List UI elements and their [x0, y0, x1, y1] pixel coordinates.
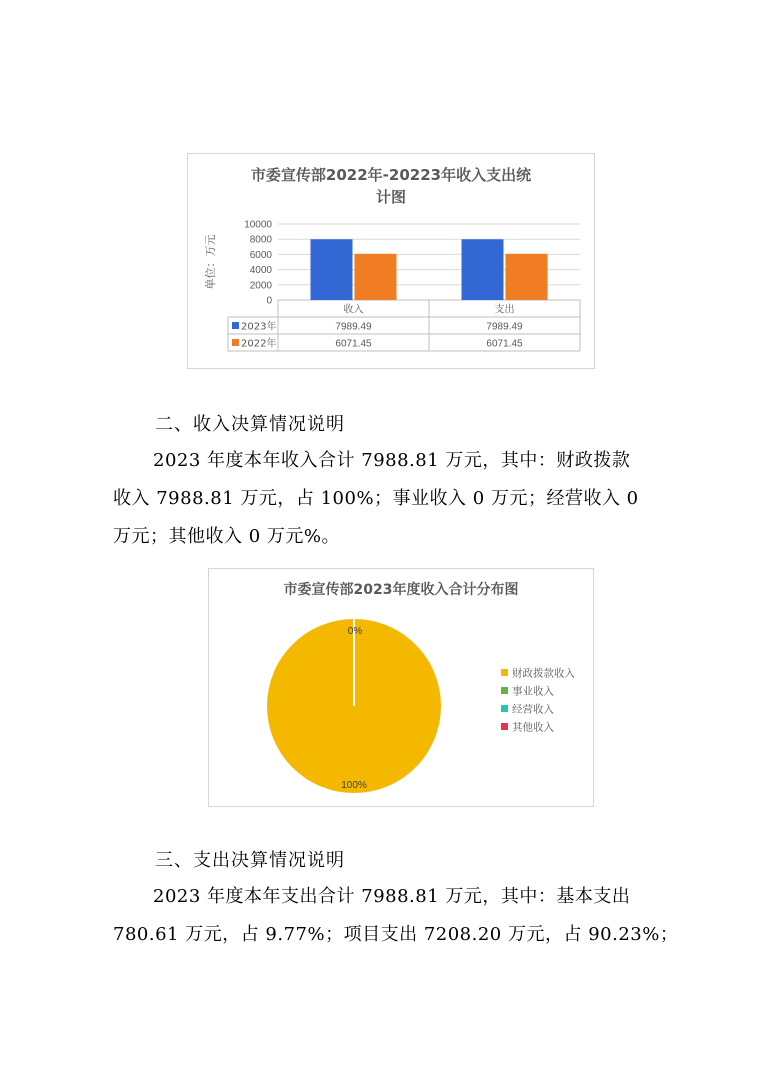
- section3-line: 2023 年度本年支出合计 7988.81 万元，其中：基本支出: [153, 886, 631, 907]
- bar-chart-title-line2: 计图: [375, 188, 406, 206]
- legend-swatch: [501, 723, 508, 730]
- bar-2023年-支出: [462, 239, 504, 300]
- legend-label: 2023年: [241, 321, 277, 333]
- section3-heading: 三、支出决算情况说明: [155, 850, 345, 871]
- section2-line: 万元；其他收入 0 万元%。: [113, 526, 340, 547]
- category-label: 支出: [494, 304, 515, 316]
- pie-chart-panel: [208, 568, 594, 807]
- legend-label: 经营收入: [512, 703, 554, 716]
- y-tick-label: 0: [266, 295, 272, 307]
- legend-swatch: [501, 669, 508, 676]
- bar-2022年-收入: [355, 254, 397, 300]
- table-value: 6071.45: [335, 338, 372, 350]
- legend-swatch: [232, 322, 239, 329]
- legend-label: 其他收入: [512, 721, 554, 734]
- y-axis-label: 单位：万元: [204, 234, 217, 290]
- section2-line: 2023 年度本年收入合计 7988.81 万元，其中：财政拨款: [153, 450, 631, 471]
- legend-label: 2022年: [241, 338, 277, 350]
- y-tick-label: 4000: [249, 265, 272, 277]
- table-value: 7989.49: [335, 321, 372, 333]
- y-tick-label: 8000: [249, 234, 272, 246]
- bar-chart-svg: [188, 154, 594, 368]
- bar-chart-title-line1: 市委宣传部2022年-20223年收入支出统: [250, 166, 532, 184]
- legend-label: 财政拨款收入: [512, 667, 575, 680]
- bar-2022年-支出: [506, 254, 548, 300]
- y-tick-label: 6000: [249, 249, 272, 261]
- category-label: 收入: [343, 304, 364, 316]
- section3-paragraph: [113, 878, 679, 954]
- pie-data-label: 0%: [347, 626, 363, 637]
- section2-line: 收入 7988.81 万元，占 100%；事业收入 0 万元；经营收入 0: [113, 488, 639, 509]
- section3-line: 780.61 万元，占 9.77%；项目支出 7208.20 万元，占 90.23%；: [113, 924, 679, 945]
- table-value: 7989.49: [486, 321, 523, 333]
- legend-swatch: [501, 687, 508, 694]
- y-tick-label: 10000: [244, 219, 272, 231]
- bar-chart-panel: [187, 153, 595, 369]
- bar-2023年-收入: [311, 239, 353, 300]
- section2-paragraph: [113, 442, 658, 556]
- legend-swatch: [501, 705, 508, 712]
- pie-chart-svg: [209, 569, 593, 806]
- table-value: 6071.45: [486, 338, 523, 350]
- y-tick-label: 2000: [249, 280, 272, 292]
- pie-data-label: 100%: [341, 780, 367, 791]
- legend-swatch: [232, 339, 239, 346]
- pie-chart-title: 市委宣传部2023年度收入合计分布图: [283, 582, 519, 598]
- section2-heading: 二、收入决算情况说明: [155, 414, 345, 435]
- legend-label: 事业收入: [512, 685, 554, 698]
